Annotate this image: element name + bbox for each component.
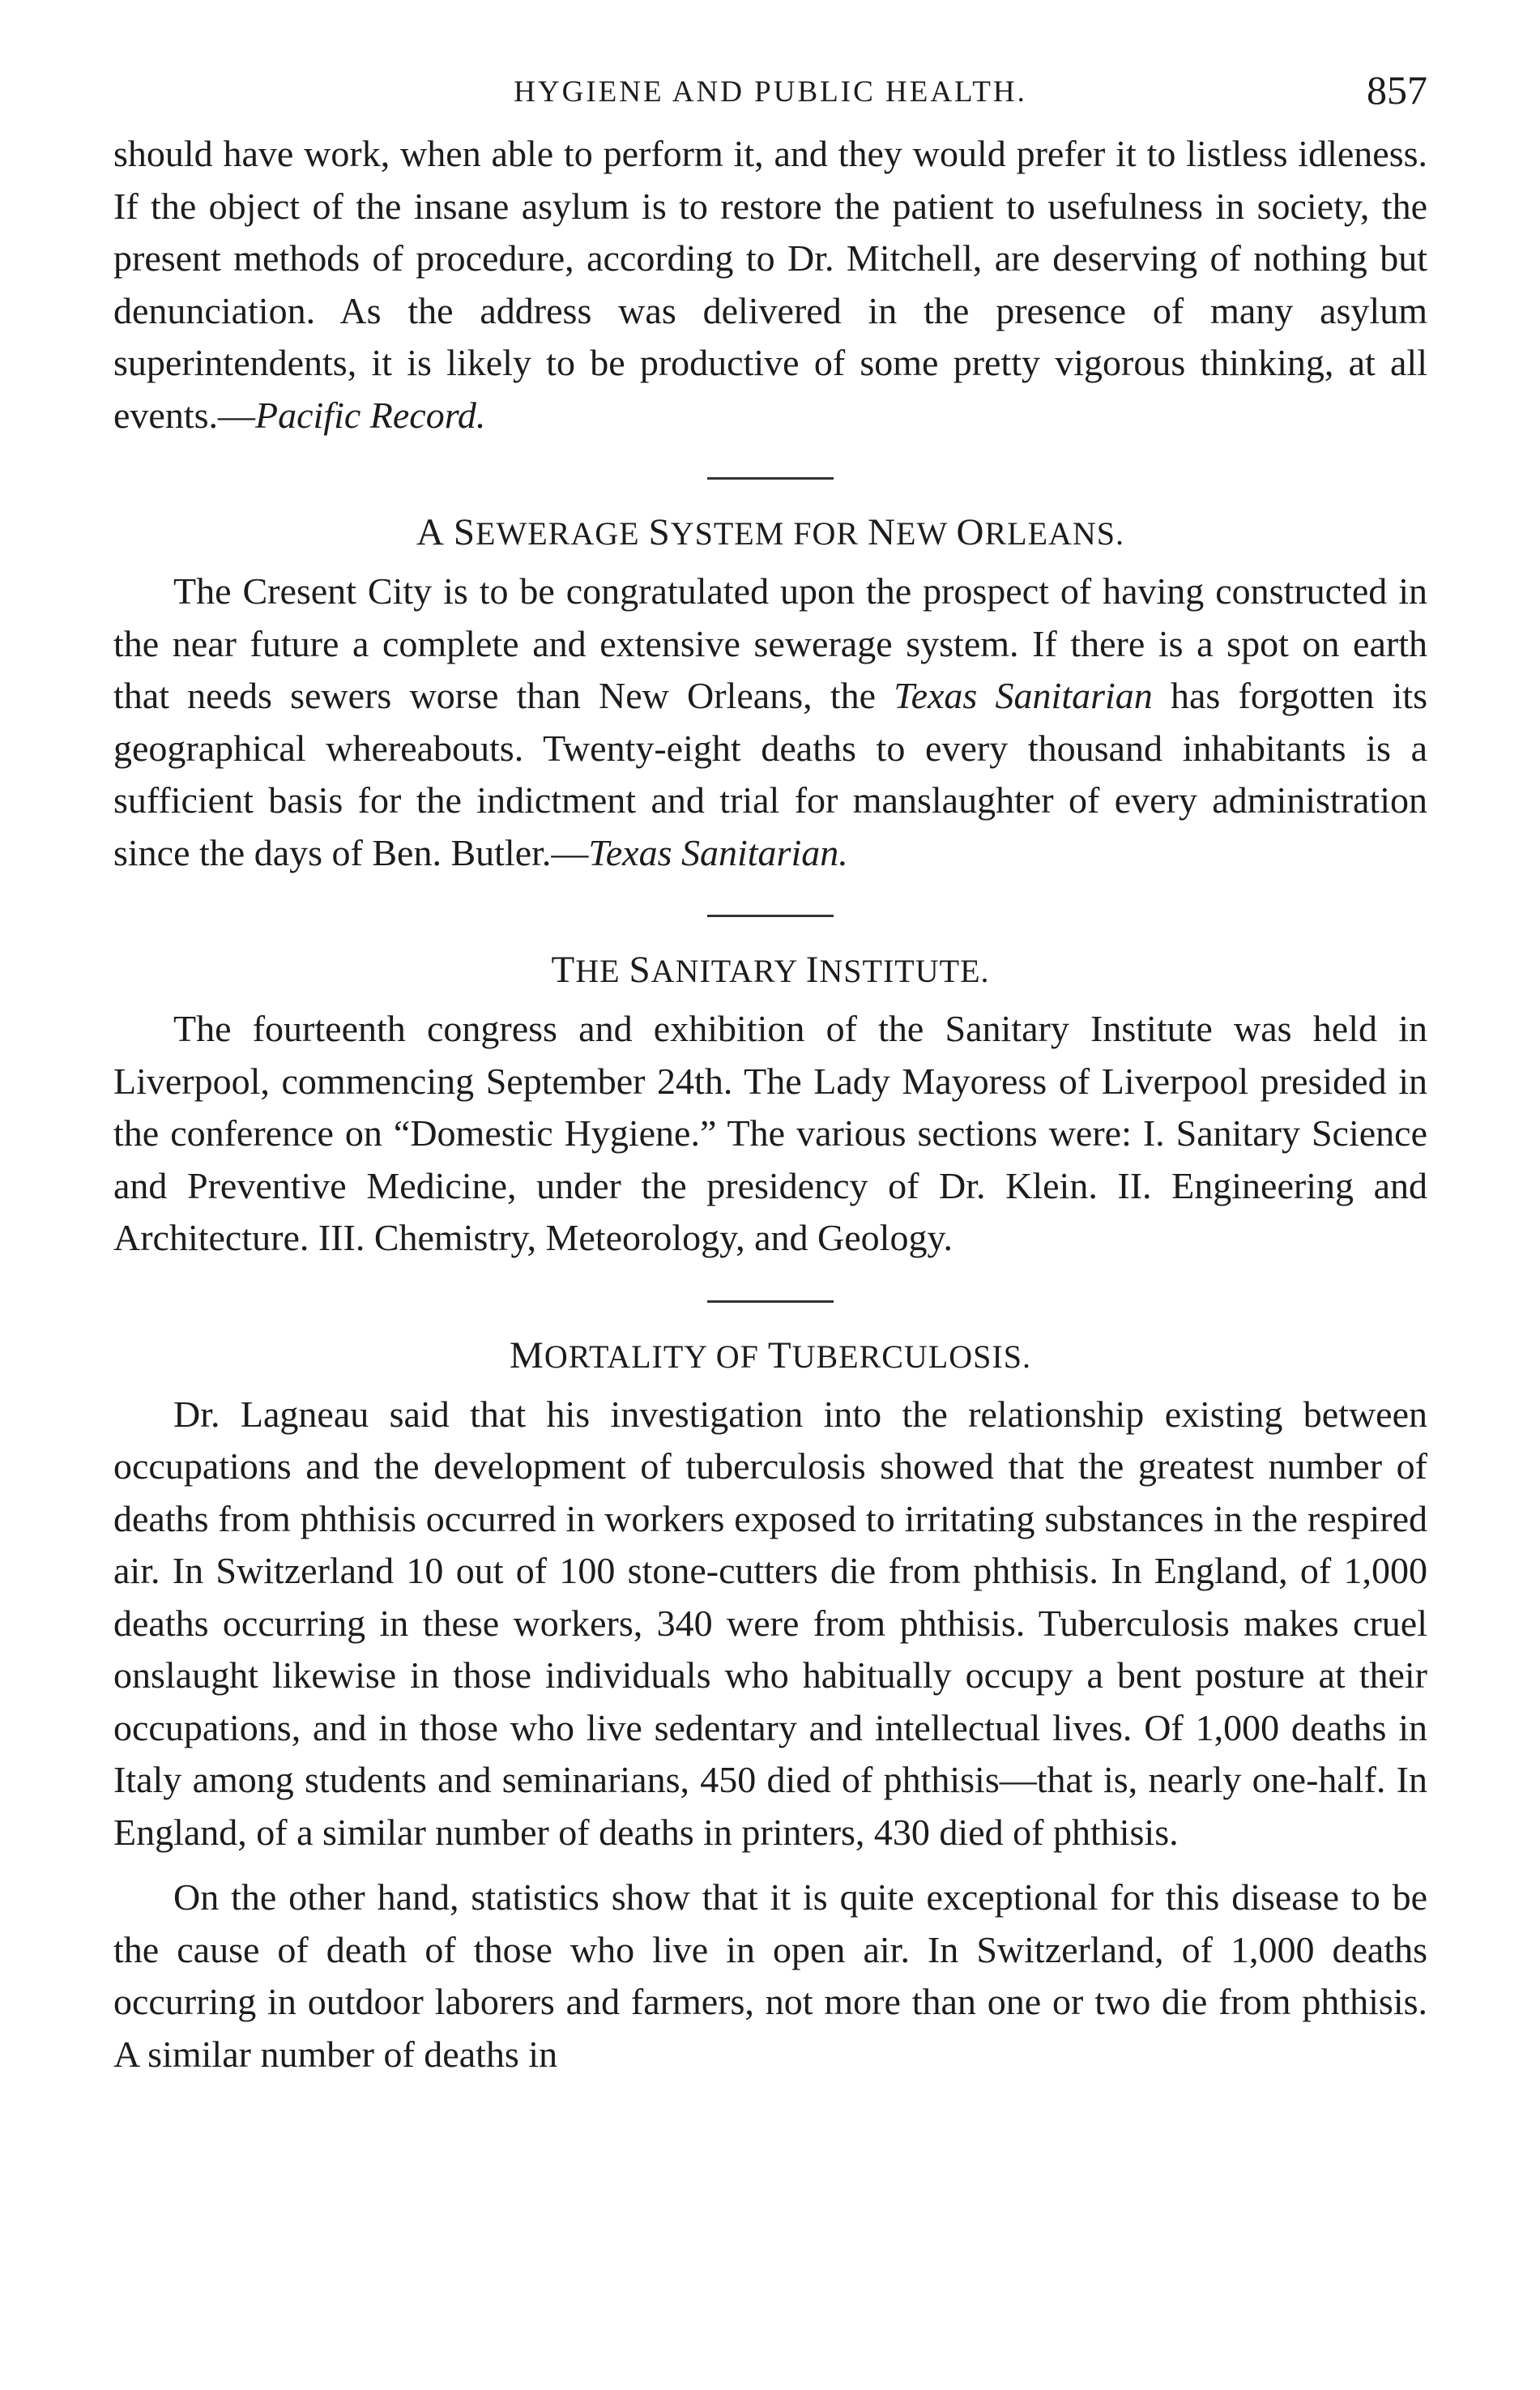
running-title: HYGIENE AND PUBLIC HEALTH. (514, 75, 1027, 109)
tuberculosis-paragraph-1: Dr. Lagneau said that his investigation into the relationship existing between occupations and the development of tuberculosis showed that the greatest number of deaths from phthisis occurred in workers exposed to irritating substances in the respired air. In Switzerland 10 out of 100 stone-cutters die from phthisis. In England, of 1,000 deaths occurring in these workers, 340 were from phthisis. Tuberculosis makes cruel onslaught likewise in those individuals who habitually occupy a bent posture at their occupations, and in those who live sedentary and intellectual lives. Of 1,000 deaths in Italy among students and seminarians, 450 died of phthisis—that is, nearly one-half. In England, of a similar number of deaths in printers, 430 died of phthisis. (113, 1393, 1427, 1853)
book-page (113, 63, 1427, 2081)
running-head (113, 63, 1427, 128)
sewerage-paragraph: The Cresent City is to be congratulated upon the prospect of having constructed in the near future a complete and extensive sewerage system. If there is a spot on earth that needs sewers worse than New Orleans, the Texas Sanitarian has forgotten its geographical whereabouts. Twenty-eight deaths to every thousand inhabitants is a sufficient basis for the indictment and trial for manslaughter of every administration since the days of Ben. Butler.—Texas Sanitarian. (113, 570, 1427, 873)
tuberculosis-paragraph-2: On the other hand, statistics show that it is quite exceptional for this disease to be the cause of death of those who live in open air. In Switzerland, of 1,000 deaths occurring in outdoor laborers and farmers, not more than one or two die from phthisis. A similar number of deaths in (113, 1876, 1427, 2075)
section-divider (707, 477, 834, 480)
section-heading-tuberculosis: MORTALITY OF TUBERCULOSIS. (510, 1334, 1031, 1376)
section-divider (707, 1300, 834, 1303)
intro-source: Pacific Record. (255, 394, 486, 436)
institute-paragraph: The fourteenth congress and exhibition of the Sanitary Institute was held in Liverpool, commencing September 24th. The Lady Mayoress of Liverpool presided in the conference on “Domestic Hygiene.” The various sections were: I. Sanitary Science and Preventive Medicine, under the presidency of Dr. Klein. II. Engineering and Architecture. III. Chemistry, Meteorology, and Geology. (113, 1008, 1427, 1258)
section-heading-institute: THE SANITARY INSTITUTE. (551, 949, 990, 991)
page-number: 857 (1367, 67, 1427, 113)
section-heading-sewerage: A SEWERAGE SYSTEM FOR NEW ORLEANS. (416, 511, 1125, 553)
sewerage-source: Texas Sanitarian. (588, 831, 848, 873)
journal-title: Texas Sanitarian (894, 675, 1153, 716)
section-divider (707, 915, 834, 917)
intro-paragraph (113, 128, 1427, 442)
intro-text: should have work, when able to perform it, and they would prefer it to listless idleness. If the object of the insane asylum is to restore the patient to usefulness in society, the present methods of procedure, according to Dr. Mitchell, are deserving of nothing but denunciation. As the address was delivered in the presence of many asylum superintendents, it is likely to be productive of some pretty vigorous thinking, at all events.— (113, 133, 1427, 436)
